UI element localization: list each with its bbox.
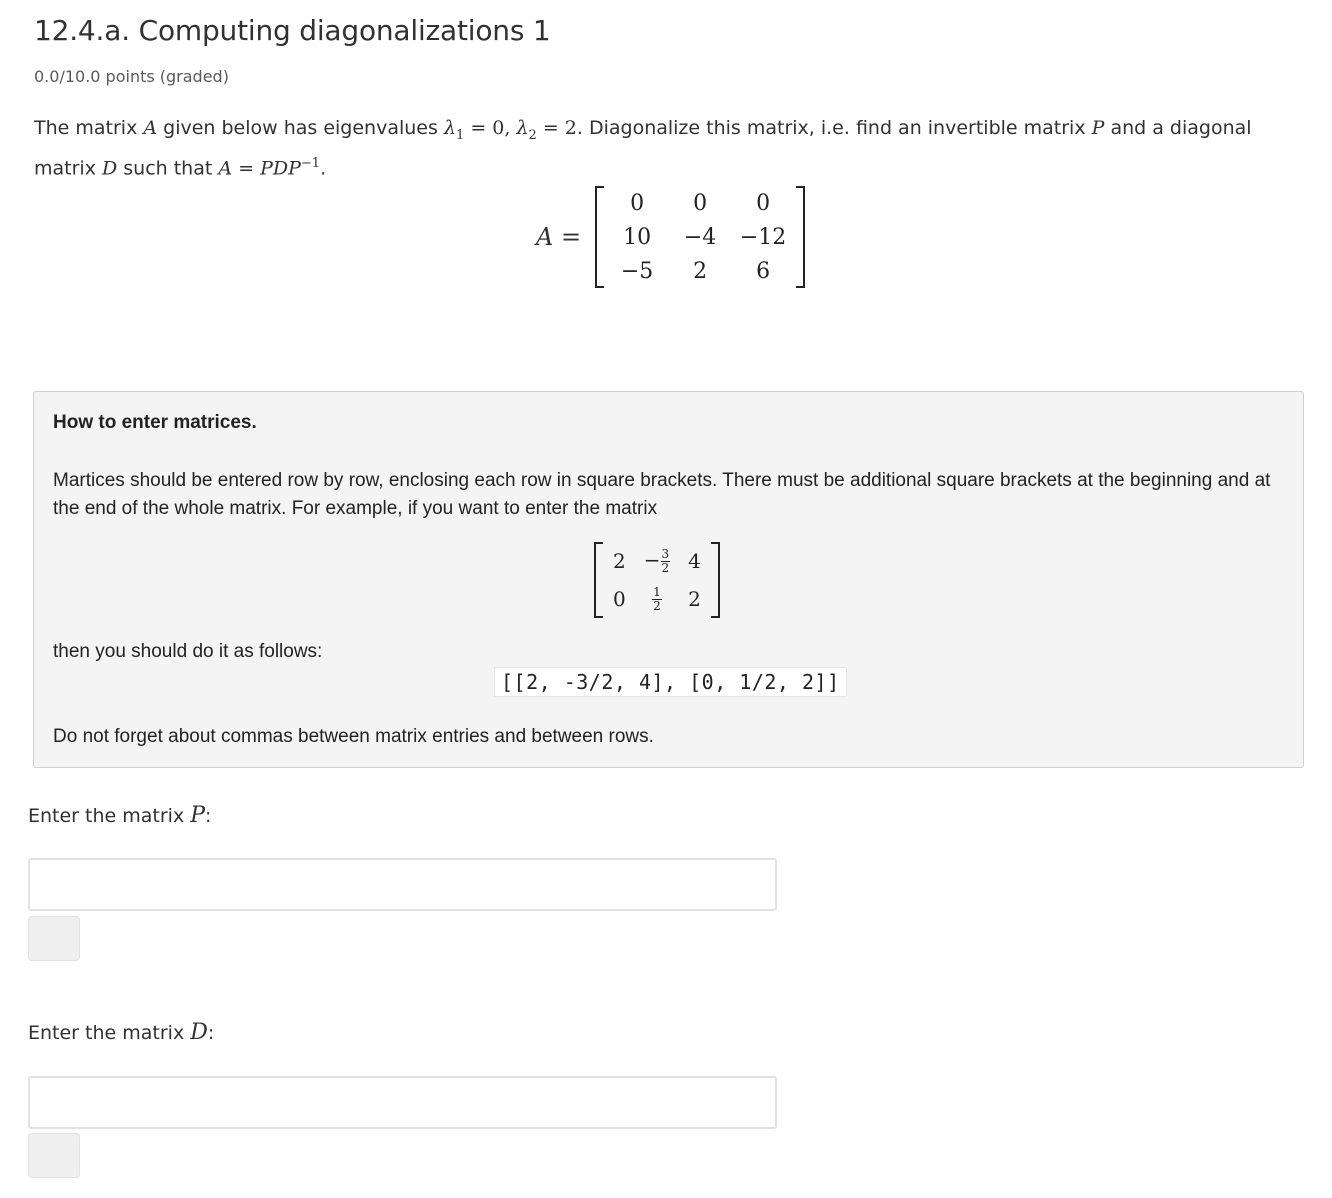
matrix-p-label [28, 803, 211, 828]
help-footer: Do not forget about commas between matrix entries and between rows. [53, 726, 654, 747]
matrix-a-symbol: A [536, 223, 554, 251]
eigenvalue-2: = 2 [536, 117, 577, 139]
var-a: A [143, 117, 158, 139]
matrix-cell [635, 580, 679, 618]
matrix-cell: 0 [693, 190, 708, 216]
matrix-row [605, 220, 795, 254]
fraction-denominator: 2 [661, 560, 670, 575]
matrix-p-preview-button[interactable] [28, 916, 80, 961]
label-text: Enter the matrix [28, 805, 191, 827]
intro-text: . [320, 157, 327, 180]
help-paragraph: Martices should be entered row by row, enclosing each row in square brackets. There must be additional square brackets at the beginning and at the end of the whole matrix. For example, if you want to enter the matrix [53, 470, 1271, 519]
matrix-cell: −12 [739, 224, 787, 250]
matrix-p-input[interactable] [28, 858, 777, 911]
intro-text: The matrix [34, 117, 144, 139]
matrix-cell [635, 542, 679, 580]
matrix-d-input[interactable] [28, 1076, 777, 1129]
var-d: D [101, 157, 118, 180]
matrix-row [604, 542, 710, 580]
example-matrix-table [604, 542, 710, 618]
then-text: then you should do it as follows: [53, 641, 323, 662]
matrix-d-preview-button[interactable] [28, 1133, 80, 1178]
matrix-a-lhs [536, 223, 581, 251]
matrix-brackets [595, 186, 805, 288]
fraction-numerator: 1 [653, 584, 661, 599]
fraction [661, 548, 671, 575]
inverse-exponent: −1 [300, 155, 321, 171]
lambda-symbol: λ [516, 117, 529, 139]
problem-statement [34, 114, 1294, 182]
intro-text: . Diagonalize this matrix, i.e. find an invertible matrix [576, 117, 1092, 139]
matrix-row [605, 186, 795, 220]
fraction-numerator: 3 [661, 546, 670, 561]
matrix-cell: 10 [623, 224, 652, 250]
fraction-denominator: 2 [653, 598, 661, 613]
matrix-entry-help-box [33, 391, 1304, 768]
matrix-cell: 2 [613, 549, 626, 573]
pdp-expression: PDP [260, 157, 301, 180]
points-status: 0.0/10.0 points (graded) [34, 67, 229, 86]
eigenvalue-1: = 0, [464, 117, 517, 139]
intro-text: given below has eigenvalues [157, 117, 444, 139]
matrix-cell: 4 [688, 549, 701, 573]
matrix-a-table [605, 186, 795, 288]
matrix-cell: 6 [756, 258, 771, 284]
code-sample: [[2, -3/2, 4], [0, 1/2, 2]] [494, 667, 847, 697]
intro-text: such that [117, 157, 219, 180]
intro-text: and a diagonal matrix [34, 117, 1252, 180]
equals-sign: = [232, 157, 261, 180]
equals-sign: = [560, 223, 582, 251]
matrix-cell: −5 [620, 258, 654, 284]
help-title: How to enter matrices. [53, 412, 257, 433]
fraction [652, 586, 662, 613]
label-text: : [205, 805, 212, 827]
matrix-cell: 2 [693, 258, 708, 284]
matrix-cell: 2 [688, 587, 701, 611]
matrix-cell: 0 [613, 587, 626, 611]
matrix-row [604, 580, 710, 618]
var-p: P [1091, 117, 1105, 139]
matrix-d-label [28, 1020, 214, 1045]
lambda-symbol: λ [443, 117, 456, 139]
matrix-row [605, 254, 795, 288]
lambda-subscript: 1 [456, 127, 465, 143]
matrix-cell: −4 [683, 224, 717, 250]
matrix-a-display [536, 186, 805, 288]
label-text: : [207, 1022, 215, 1044]
matrix-cell: 0 [756, 190, 771, 216]
label-text: Enter the matrix [28, 1022, 191, 1044]
var-d: D [190, 1020, 208, 1045]
var-a: A [218, 157, 233, 180]
matrix-brackets [594, 542, 720, 618]
matrix-cell: 0 [630, 190, 645, 216]
example-matrix [594, 542, 720, 618]
var-p: P [190, 803, 206, 828]
minus-sign: − [643, 547, 661, 572]
lambda-subscript: 2 [528, 127, 537, 143]
problem-title: 12.4.a. Computing diagonalizations 1 [34, 14, 551, 47]
